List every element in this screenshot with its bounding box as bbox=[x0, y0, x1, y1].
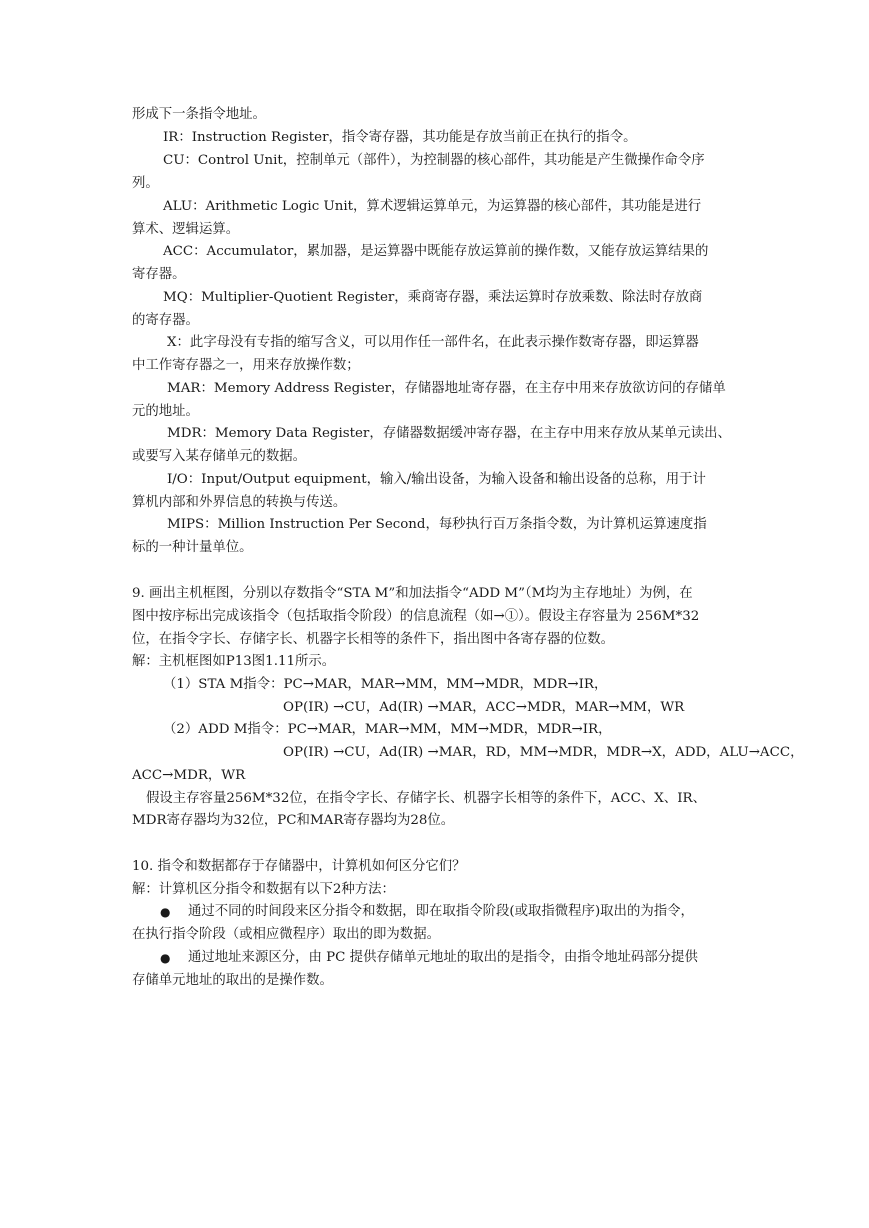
text-line: 的寄存器。 bbox=[132, 313, 199, 328]
bullet-icon: ● bbox=[160, 905, 171, 919]
text-line: 形成下一条指令地址。 bbox=[132, 107, 266, 122]
text-line: 中工作寄存器之一，用来存放操作数； bbox=[132, 358, 360, 373]
text-line: OP(IR) →CU，Ad(IR) →MAR，ACC→MDR，MAR→MM，WR bbox=[283, 700, 685, 715]
text-line: 算术、逻辑运算。 bbox=[132, 222, 240, 237]
text-line: MDR寄存器均为32位，PC和MAR寄存器均为28位。 bbox=[132, 813, 455, 828]
text-line: 元的地址。 bbox=[132, 404, 199, 419]
text-line: 寄存器。 bbox=[132, 267, 186, 282]
text-line: 或要写入某存储单元的数据。 bbox=[132, 449, 307, 464]
bullet-icon: ● bbox=[160, 951, 171, 965]
sta-instruction-flow: （1）STA M指令：PC→MAR，MAR→MM，MM→MDR，MDR→IR， bbox=[163, 677, 608, 692]
answer-label: 解：计算机区分指令和数据有以下2种方法： bbox=[132, 882, 395, 897]
text-line: I/O：Input/Output equipment，输入/输出设备，为输入设备和输出设备的总称，用于计 bbox=[167, 472, 706, 487]
text-line: X：此字母没有专指的缩写含义，可以用作任一部件名，在此表示操作数寄存器，即运算器 bbox=[167, 335, 699, 350]
answer-label: 解：主机框图如P13图1.11所示。 bbox=[132, 654, 336, 669]
text-line: ALU：Arithmetic Logic Unit，算术逻辑运算单元，为运算器的核心部件，其功能是进行 bbox=[163, 199, 702, 214]
text-line: 算机内部和外界信息的转换与传送。 bbox=[132, 495, 347, 510]
text-line: OP(IR) →CU，Ad(IR) →MAR，RD，MM→MDR，MDR→X，ADD，ALU→ACC， bbox=[283, 745, 804, 760]
question-10: 10. 指令和数据都存于存储器中，计算机如何区分它们？ bbox=[132, 859, 466, 874]
text-line: 假设主存容量256M*32位，在指令字长、存储字长、机器字长相等的条件下，ACC、X、IR、 bbox=[146, 791, 706, 806]
text-line: CU：Control Unit，控制单元（部件），为控制器的核心部件，其功能是产生微操作命令序 bbox=[163, 153, 705, 168]
add-instruction-flow: （2）ADD M指令：PC→MAR，MAR→MM，MM→MDR，MDR→IR， bbox=[163, 722, 612, 737]
text-line: 存储单元地址的取出的是操作数。 bbox=[132, 973, 333, 988]
text-line: 标的一种计量单位。 bbox=[132, 540, 253, 555]
text-line: MDR：Memory Data Register，存储器数据缓冲寄存器，在主存中用来存放从某单元读出、 bbox=[167, 426, 731, 441]
text-line: 在执行指令阶段（或相应微程序）取出的即为数据。 bbox=[132, 927, 440, 942]
text-line: 列。 bbox=[132, 176, 159, 191]
text-line: MQ：Multiplier-Quotient Register，乘商寄存器，乘法运算时存放乘数、除法时存放商 bbox=[163, 290, 703, 305]
list-item: 通过不同的时间段来区分指令和数据，即在取指令阶段(或取指微程序)取出的为指令， bbox=[188, 904, 694, 919]
list-item: 通过地址来源区分，由 PC 提供存储单元地址的取出的是指令，由指令地址码部分提供 bbox=[188, 950, 698, 965]
text-line: ACC：Accumulator，累加器，是运算器中既能存放运算前的操作数，又能存放运算结果的 bbox=[163, 244, 709, 259]
text-line: 位，在指令字长、存储字长、机器字长相等的条件下，指出图中各寄存器的位数。 bbox=[132, 632, 615, 647]
text-line: IR：Instruction Register，指令寄存器，其功能是存放当前正在执行的指令。 bbox=[163, 130, 637, 145]
question-9: 9. 画出主机框图，分别以存数指令“STA M”和加法指令“ADD M”（M均为主存地址）为例，在 bbox=[132, 586, 693, 601]
text-line: MIPS：Million Instruction Per Second，每秒执行百万条指令数，为计算机运算速度指 bbox=[167, 517, 707, 532]
text-line: MAR：Memory Address Register，存储器地址寄存器，在主存中用来存放欲访问的存储单 bbox=[167, 381, 726, 396]
text-line: ACC→MDR，WR bbox=[132, 768, 246, 783]
text-line: 图中按序标出完成该指令（包括取指令阶段）的信息流程（如→①）。假设主存容量为 256M*32 bbox=[132, 609, 700, 624]
